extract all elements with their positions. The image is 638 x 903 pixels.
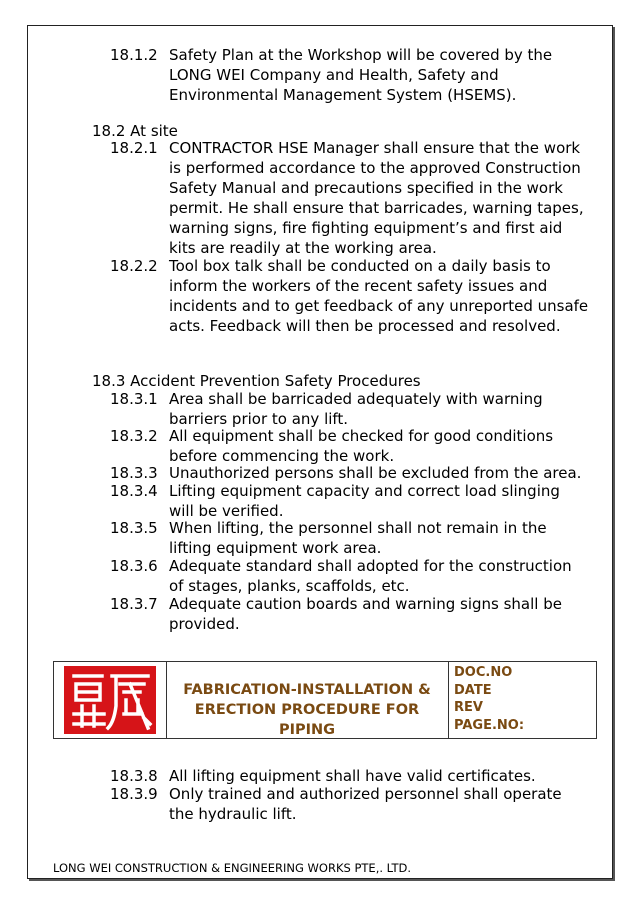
clause-number: 18.2.2	[110, 257, 158, 275]
clause-text: Area shall be barricaded adequately with warning barriers prior to any lift.	[169, 390, 543, 428]
meta-labels	[454, 664, 524, 734]
clause-number: 18.3.1	[110, 390, 158, 408]
date-label: DATE	[454, 682, 492, 698]
clause-text: Unauthorized persons shall be excluded from the area.	[169, 464, 582, 482]
clause-number: 18.1.2	[110, 46, 158, 64]
clause-number: 18.3.5	[110, 519, 158, 537]
title-cell	[166, 662, 449, 738]
procedure-title: FABRICATION-INSTALLATION & ERECTION PROCEDURE FOR PIPING	[183, 682, 431, 738]
clause-text: When lifting, the personnel shall not remain in the lifting equipment work area.	[169, 519, 547, 557]
meta-cell	[448, 662, 596, 738]
clause-text: CONTRACTOR HSE Manager shall ensure that the work is performed accordance to the approved Construction Safety Manual and precautions specified in the work permit. He shall ensure that barricades, warning tapes, warning signs, fire fighting equipment’s and first aid kits are readily at the working area.	[169, 139, 584, 257]
logo-seal-icon	[64, 666, 156, 734]
clause-number: 18.2.1	[110, 139, 158, 157]
clause-text: Adequate caution boards and warning signs shall be provided.	[169, 595, 562, 633]
page-no-label: PAGE.NO:	[454, 717, 525, 733]
clause-text: Only trained and authorized personnel shall operate the hydraulic lift.	[169, 785, 562, 823]
clause-number: 18.3.4	[110, 482, 158, 500]
clause-number: 18.3.3	[110, 464, 158, 482]
clause-number: 18.3.2	[110, 427, 158, 445]
company-logo	[64, 666, 156, 734]
doc-no-label: DOC.NO	[454, 665, 513, 680]
clause-text: Adequate standard shall adopted for the construction of stages, planks, scaffolds, etc.	[169, 557, 572, 595]
clause-text: All equipment shall be checked for good conditions before commencing the work.	[169, 427, 554, 465]
clause-number: 18.3.7	[110, 595, 158, 613]
section-heading-18-2: 18.2 At site	[92, 122, 178, 140]
clause-text: Safety Plan at the Workshop will be covered by the LONG WEI Company and Health, Safety and Environmental Management System (HSEMS).	[169, 46, 553, 104]
company-footer: LONG WEI CONSTRUCTION & ENGINEERING WORKS PTE,. LTD.	[53, 861, 412, 875]
rev-label: REV	[454, 700, 483, 715]
clause-number: 18.3.9	[110, 785, 158, 803]
logo-cell	[54, 662, 167, 738]
clause-text: Tool box talk shall be conducted on a daily basis to inform the workers of the recent safety issues and incidents and to get feedback of any unreported unsafe acts. Feedback will then be processed and resolved.	[169, 257, 589, 335]
clause-number: 18.3.6	[110, 557, 158, 575]
clause-number: 18.3.8	[110, 767, 158, 785]
clause-text: Lifting equipment capacity and correct load slinging will be verified.	[169, 482, 560, 520]
document-header-table	[53, 661, 597, 739]
clause-text: All lifting equipment shall have valid certificates.	[169, 767, 536, 785]
section-heading-18-3: 18.3 Accident Prevention Safety Procedures	[92, 372, 421, 390]
